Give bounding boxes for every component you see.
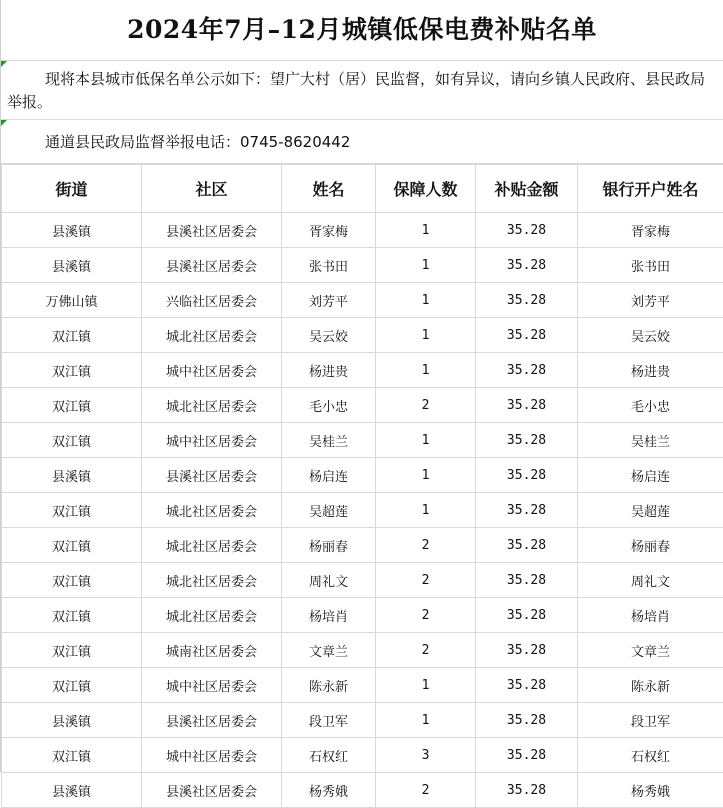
community-cell[interactable]: 县溪社区居委会 [142, 703, 282, 738]
account-name-cell[interactable]: 陈永新 [578, 668, 723, 703]
people-count-cell[interactable]: 1 [376, 493, 476, 528]
name-cell[interactable]: 吴超莲 [282, 493, 376, 528]
street-cell[interactable]: 县溪镇 [2, 773, 142, 808]
people-count-cell[interactable]: 3 [376, 738, 476, 773]
account-name-cell[interactable]: 段卫军 [578, 703, 723, 738]
community-cell[interactable]: 城北社区居委会 [142, 388, 282, 423]
people-count-cell[interactable]: 2 [376, 633, 476, 668]
subsidy-amount-cell[interactable]: 35.28 [476, 773, 578, 808]
name-cell[interactable]: 杨启连 [282, 458, 376, 493]
table-row [2, 493, 723, 528]
street-cell[interactable]: 双江镇 [2, 528, 142, 563]
people-count-cell[interactable]: 1 [376, 423, 476, 458]
name-cell[interactable]: 刘芳平 [282, 283, 376, 318]
community-cell[interactable]: 城北社区居委会 [142, 528, 282, 563]
street-cell[interactable]: 双江镇 [2, 738, 142, 773]
people-count-cell[interactable]: 2 [376, 528, 476, 563]
community-cell[interactable]: 县溪社区居委会 [142, 248, 282, 283]
name-cell[interactable]: 段卫军 [282, 703, 376, 738]
name-cell[interactable]: 杨培肖 [282, 598, 376, 633]
account-name-cell[interactable]: 杨秀娥 [578, 773, 723, 808]
account-name-cell[interactable]: 杨丽春 [578, 528, 723, 563]
people-count-cell[interactable]: 2 [376, 773, 476, 808]
subsidy-amount-cell[interactable]: 35.28 [476, 388, 578, 423]
name-cell[interactable]: 吴云姣 [282, 318, 376, 353]
community-cell[interactable]: 城中社区居委会 [142, 738, 282, 773]
table-row [2, 773, 723, 808]
street-cell[interactable]: 双江镇 [2, 318, 142, 353]
people-count-cell[interactable]: 1 [376, 213, 476, 248]
account-name-cell[interactable]: 毛小忠 [578, 388, 723, 423]
subsidy-amount-cell[interactable]: 35.28 [476, 318, 578, 353]
subsidy-amount-cell[interactable]: 35.28 [476, 668, 578, 703]
community-cell[interactable]: 兴临社区居委会 [142, 283, 282, 318]
name-cell[interactable]: 杨丽春 [282, 528, 376, 563]
account-name-cell[interactable]: 杨启连 [578, 458, 723, 493]
people-count-cell[interactable]: 1 [376, 668, 476, 703]
table-row [2, 423, 723, 458]
subsidy-amount-cell[interactable]: 35.28 [476, 563, 578, 598]
street-cell[interactable]: 县溪镇 [2, 248, 142, 283]
people-count-cell[interactable]: 2 [376, 598, 476, 633]
table-header-row [2, 165, 723, 213]
name-header[interactable]: 姓名 [282, 165, 376, 213]
street-cell[interactable]: 双江镇 [2, 423, 142, 458]
people-count-cell[interactable]: 1 [376, 703, 476, 738]
subsidy-amount-header[interactable]: 补贴金额 [476, 165, 578, 213]
name-cell[interactable]: 文章兰 [282, 633, 376, 668]
account-name-cell[interactable]: 杨进贵 [578, 353, 723, 388]
subsidy-amount-cell[interactable]: 35.28 [476, 598, 578, 633]
community-header[interactable]: 社区 [142, 165, 282, 213]
community-cell[interactable]: 城中社区居委会 [142, 668, 282, 703]
account-name-cell[interactable]: 刘芳平 [578, 283, 723, 318]
subsidy-amount-cell[interactable]: 35.28 [476, 283, 578, 318]
table-row [2, 213, 723, 248]
street-cell[interactable]: 双江镇 [2, 353, 142, 388]
table-row [2, 563, 723, 598]
page-title: 2024年7月–12月城镇低保电费补贴名单 [1, 0, 723, 61]
people-count-cell[interactable]: 1 [376, 318, 476, 353]
name-cell[interactable]: 陈永新 [282, 668, 376, 703]
street-cell[interactable]: 县溪镇 [2, 703, 142, 738]
account-name-cell[interactable]: 张书田 [578, 248, 723, 283]
subsidy-amount-cell[interactable]: 35.28 [476, 248, 578, 283]
subsidy-amount-cell[interactable]: 35.28 [476, 528, 578, 563]
subsidy-amount-cell[interactable]: 35.28 [476, 353, 578, 388]
street-cell[interactable]: 双江镇 [2, 493, 142, 528]
street-cell[interactable]: 万佛山镇 [2, 283, 142, 318]
account-name-cell[interactable]: 胥家梅 [578, 213, 723, 248]
street-cell[interactable]: 双江镇 [2, 563, 142, 598]
community-cell[interactable]: 县溪社区居委会 [142, 458, 282, 493]
community-cell[interactable]: 城北社区居委会 [142, 563, 282, 598]
name-cell[interactable]: 胥家梅 [282, 213, 376, 248]
street-header[interactable]: 街道 [2, 165, 142, 213]
community-cell[interactable]: 县溪社区居委会 [142, 773, 282, 808]
table-body [2, 213, 723, 808]
table-row [2, 738, 723, 773]
name-cell[interactable]: 吴桂兰 [282, 423, 376, 458]
people-count-cell[interactable]: 1 [376, 248, 476, 283]
people-count-cell[interactable]: 1 [376, 353, 476, 388]
table-row [2, 248, 723, 283]
account-name-cell[interactable]: 文章兰 [578, 633, 723, 668]
phone-text: 通道县民政局监督举报电话：0745-8620442 [45, 133, 350, 151]
notice-text: 现将本县城市低保名单公示如下：望广大村（居）民监督，如有异议，请向乡镇人民政府、县民政局举报。 [7, 70, 705, 111]
people-count-cell[interactable]: 2 [376, 563, 476, 598]
comment-marker-icon [1, 61, 7, 67]
table-row [2, 633, 723, 668]
comment-marker-icon [1, 120, 7, 126]
name-cell[interactable]: 杨秀娥 [282, 773, 376, 808]
subsidy-table [1, 164, 723, 808]
people-count-header[interactable]: 保障人数 [376, 165, 476, 213]
table-row [2, 598, 723, 633]
subsidy-amount-cell[interactable]: 35.28 [476, 213, 578, 248]
name-cell[interactable]: 石权红 [282, 738, 376, 773]
table-row [2, 528, 723, 563]
name-cell[interactable]: 杨进贵 [282, 353, 376, 388]
community-cell[interactable]: 城北社区居委会 [142, 598, 282, 633]
name-cell[interactable]: 张书田 [282, 248, 376, 283]
street-cell[interactable]: 双江镇 [2, 668, 142, 703]
table-row [2, 388, 723, 423]
street-cell[interactable]: 县溪镇 [2, 458, 142, 493]
subsidy-amount-cell[interactable]: 35.28 [476, 493, 578, 528]
people-count-cell[interactable]: 1 [376, 283, 476, 318]
subsidy-amount-cell[interactable]: 35.28 [476, 633, 578, 668]
community-cell[interactable]: 县溪社区居委会 [142, 213, 282, 248]
name-cell[interactable]: 毛小忠 [282, 388, 376, 423]
account-name-cell[interactable]: 吴桂兰 [578, 423, 723, 458]
people-count-cell[interactable]: 1 [376, 458, 476, 493]
community-cell[interactable]: 城中社区居委会 [142, 423, 282, 458]
name-cell[interactable]: 周礼文 [282, 563, 376, 598]
account-name-cell[interactable]: 周礼文 [578, 563, 723, 598]
community-cell[interactable]: 城北社区居委会 [142, 318, 282, 353]
community-cell[interactable]: 城中社区居委会 [142, 353, 282, 388]
account-name-cell[interactable]: 石权红 [578, 738, 723, 773]
people-count-cell[interactable]: 2 [376, 388, 476, 423]
table-row [2, 703, 723, 738]
street-cell[interactable]: 县溪镇 [2, 213, 142, 248]
table-row [2, 668, 723, 703]
table-row [2, 353, 723, 388]
account-name-header[interactable]: 银行开户姓名 [578, 165, 723, 213]
subsidy-amount-cell[interactable]: 35.28 [476, 703, 578, 738]
street-cell[interactable]: 双江镇 [2, 388, 142, 423]
street-cell[interactable]: 双江镇 [2, 633, 142, 668]
account-name-cell[interactable]: 杨培肖 [578, 598, 723, 633]
table-row [2, 318, 723, 353]
community-cell[interactable]: 城北社区居委会 [142, 493, 282, 528]
account-name-cell[interactable]: 吴超莲 [578, 493, 723, 528]
subsidy-amount-cell[interactable]: 35.28 [476, 458, 578, 493]
account-name-cell[interactable]: 吴云姣 [578, 318, 723, 353]
subsidy-amount-cell[interactable]: 35.28 [476, 423, 578, 458]
subsidy-amount-cell[interactable]: 35.28 [476, 738, 578, 773]
table-row [2, 458, 723, 493]
notice-cell[interactable] [1, 61, 723, 120]
phone-cell[interactable] [1, 120, 723, 164]
community-cell[interactable]: 城南社区居委会 [142, 633, 282, 668]
street-cell[interactable]: 双江镇 [2, 598, 142, 633]
table-row [2, 283, 723, 318]
